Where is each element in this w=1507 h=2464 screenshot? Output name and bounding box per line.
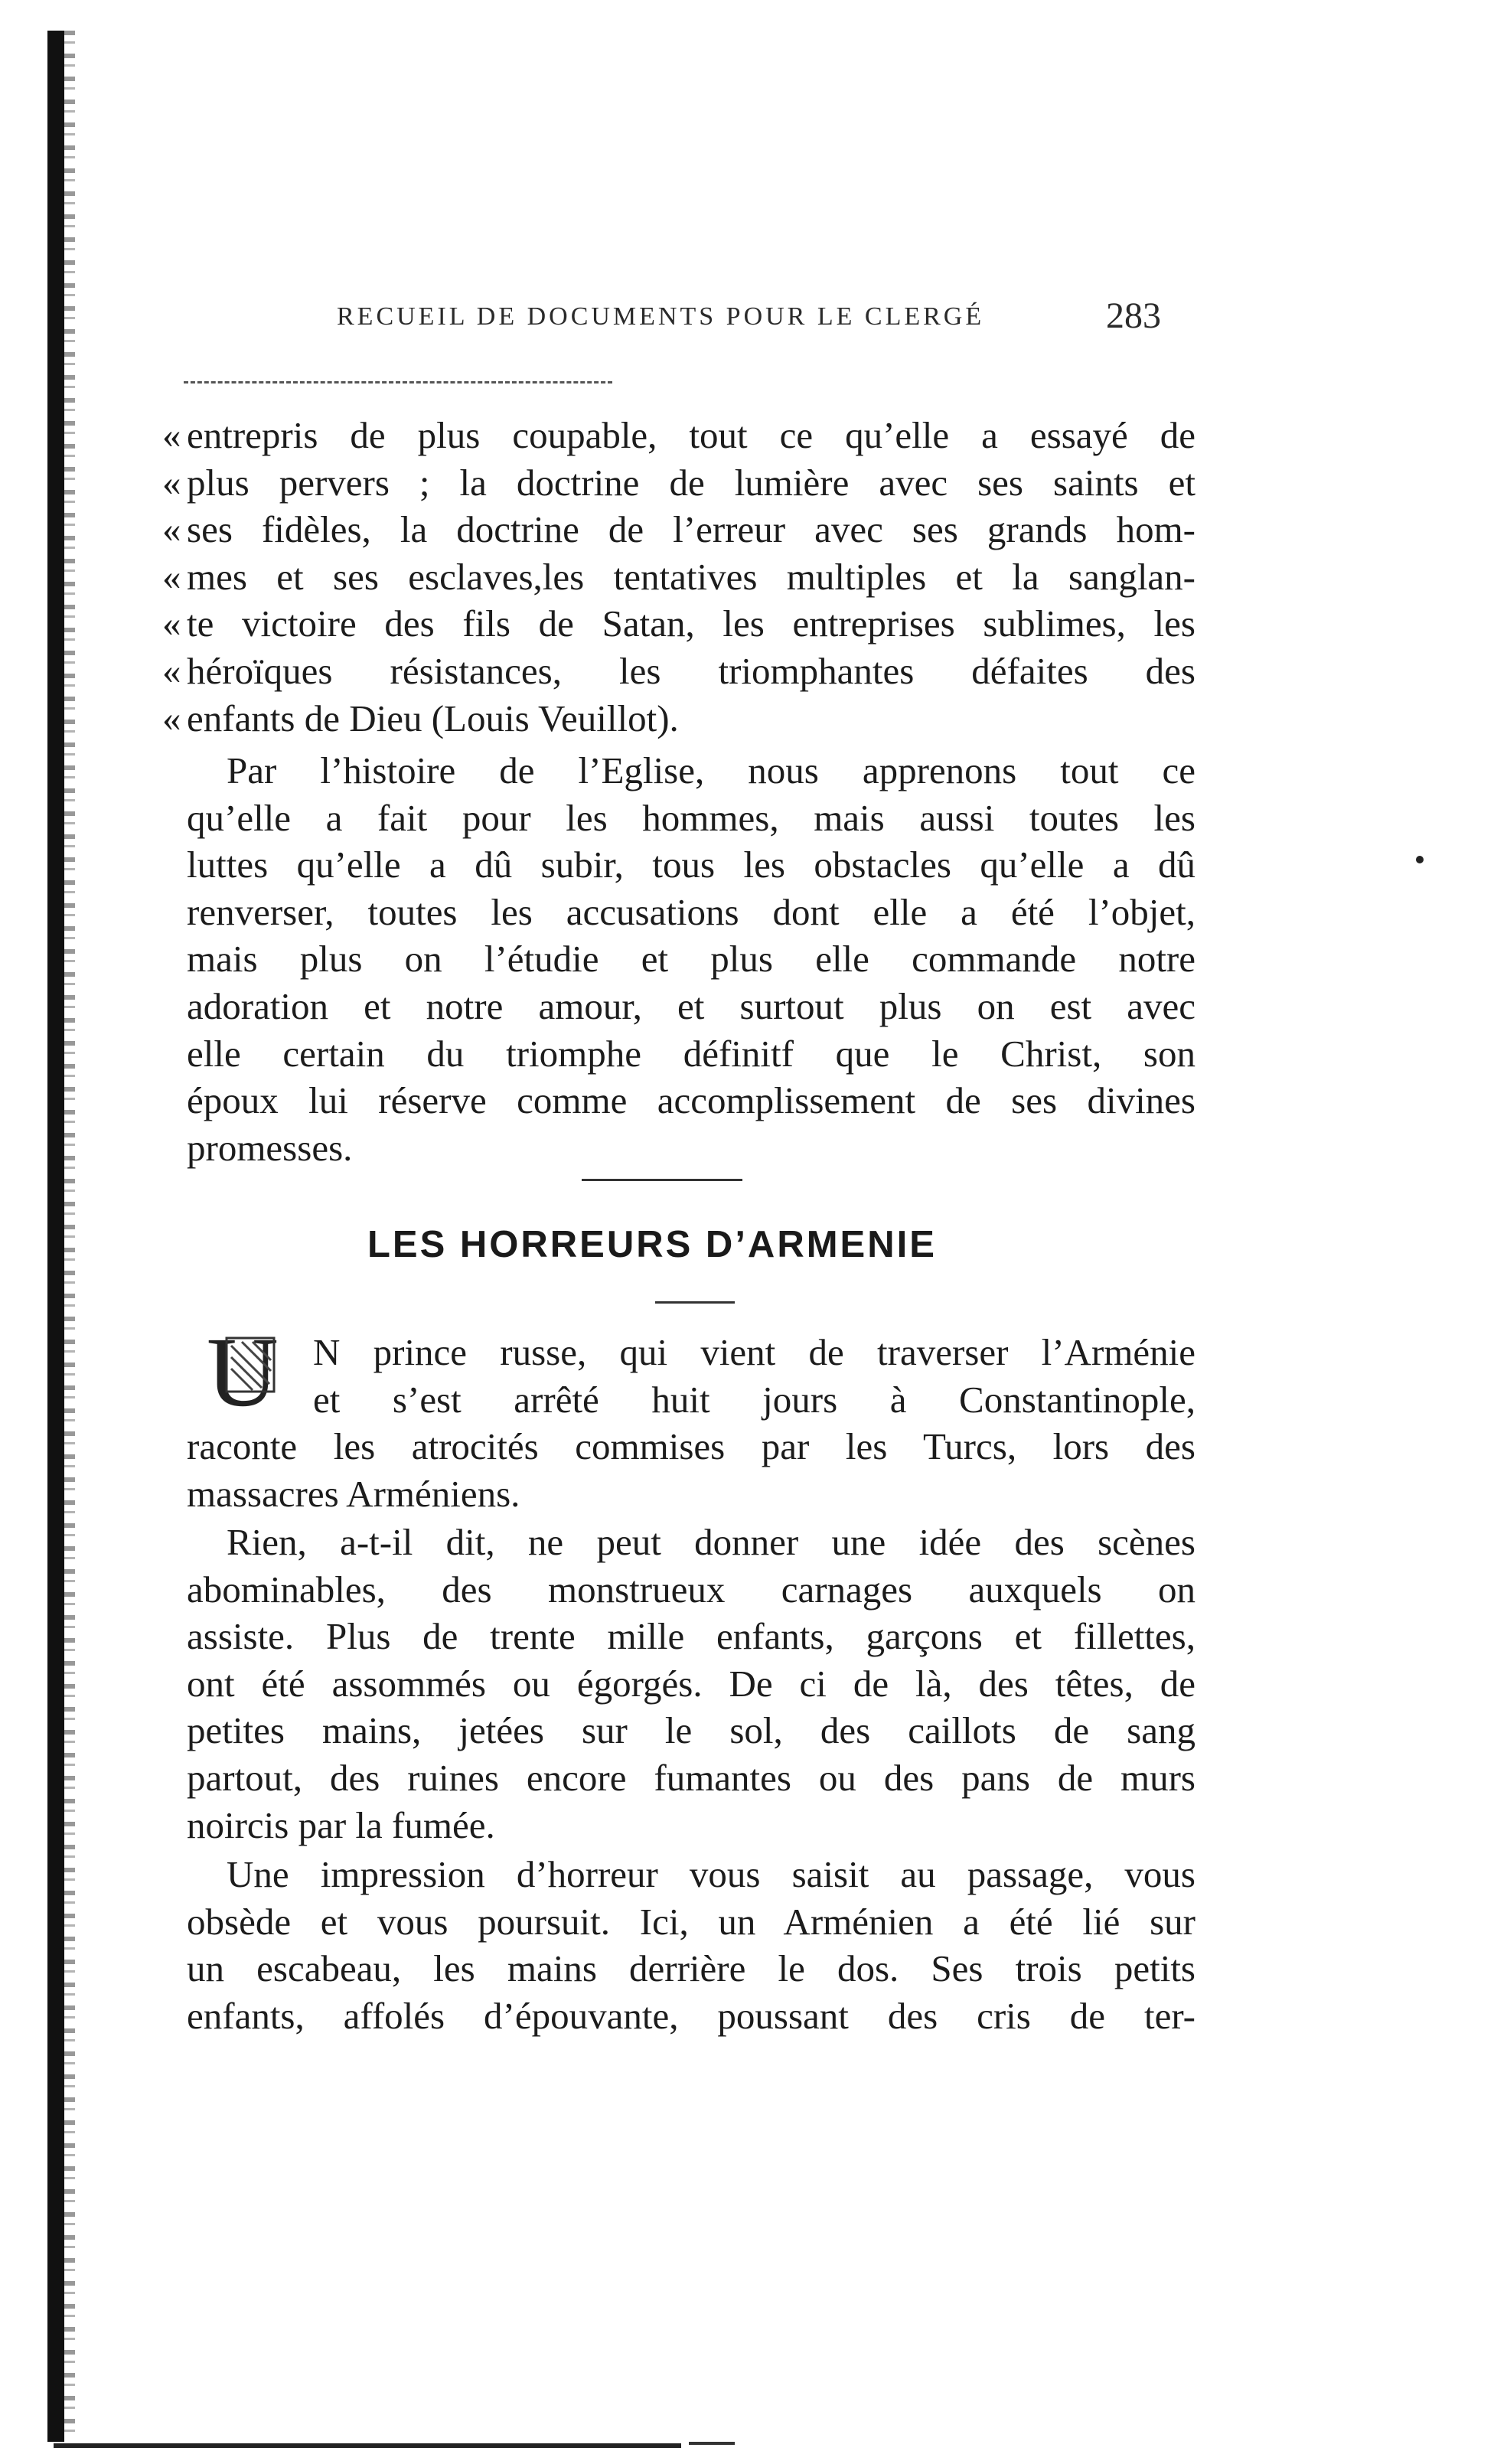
paragraph-prince-russe [187,1329,1195,1517]
paragraph-line: enfants, affolés d’épouvante, poussant des cris de ter- [187,1994,1195,2037]
paragraph-line: obsède et vous poursuit. Ici, un Arménien a été lié sur [187,1900,1195,1943]
quote-line: « héroïques résistances, les triomphantes défaites des [187,648,1195,695]
running-head-title: RECUEIL DE DOCUMENTS POUR LE CLERGÉ [337,302,985,331]
bottom-edge-rule [54,2443,681,2448]
paragraph-line: époux lui réserve comme accomplissement de ses divines [187,1079,1195,1122]
paragraph-line: Rien, a-t-il dit, ne peut donner une idée des scènes [227,1521,1195,1563]
quote-line: « plus pervers ; la doctrine de lumière avec ses saints et [187,459,1195,507]
quote-mark: « [162,555,181,598]
paragraph-line: raconte les atrocités commises par les Turcs, lors des [187,1425,1195,1468]
bottom-dash-rule [689,2442,735,2445]
paragraph-line: renverser, toutes les accusations dont elle a été l’objet, [187,890,1195,933]
page-number: 283 [1106,295,1161,336]
paragraph-impression [187,1851,1195,2039]
paragraph-line: assiste. Plus de trente mille enfants, garçons et fillettes, [187,1615,1195,1658]
paragraph-line: et s’est arrêté huit jours à Constantinople, [313,1378,1195,1421]
heading-underline-rule [655,1301,735,1304]
paragraph-line: adoration et notre amour, et surtout plus on est avec [187,984,1195,1027]
quote-mark: « [162,508,181,551]
paragraph-line: promesses. [187,1126,353,1169]
paragraph-line: petites mains, jetées sur le sol, des caillots de sang [187,1709,1195,1752]
drop-cap-letter: U [207,1323,279,1415]
quote-line: « te victoire des fils de Satan, les entreprises sublimes, les [187,600,1195,648]
paragraph-line: N prince russe, qui vient de traverser l’Arménie [313,1331,1195,1373]
quote-mark: « [162,602,181,645]
quote-line: « enfants de Dieu (Louis Veuillot). [187,695,1195,742]
page-binding-edge [47,31,64,2442]
quote-mark: « [162,414,181,456]
paragraph-line: qu’elle a fait pour les hommes, mais aussi toutes les [187,796,1195,839]
scan-speck [1416,856,1424,863]
quote-line: « ses fidèles, la doctrine de l’erreur avec ses grands hom- [187,506,1195,553]
paragraph-line: abominables, des monstrueux carnages auxquels on [187,1568,1195,1611]
paragraph-line: massacres Arméniens. [187,1472,520,1515]
paragraph-line: noircis par la fumée. [187,1803,495,1846]
paragraph-line: un escabeau, les mains derrière le dos. Ses trois petits [187,1947,1195,1990]
paragraph-line: luttes qu’elle a dû subir, tous les obstacles qu’elle a dû [187,844,1195,886]
quote-line: « entrepris de plus coupable, tout ce qu’elle a essayé de [187,412,1195,459]
quote-passage [162,412,1195,742]
quote-mark: « [162,649,181,692]
paragraph-line: ont été assommés ou égorgés. De ci de là, des têtes, de [187,1662,1195,1705]
section-heading-text: LES HORREURS D’ARMENIE [367,1224,937,1265]
quote-line: « mes et ses esclaves,les tentatives multiples et la sanglan- [187,553,1195,601]
quote-mark: « [162,461,181,504]
end-of-section-rule [582,1179,742,1181]
paragraph-line: Par l’histoire de l’Eglise, nous apprenons tout ce [227,749,1195,791]
paragraph-line: Une impression d’horreur vous saisit au passage, vous [227,1853,1195,1895]
paragraph-line: partout, des ruines encore fumantes ou des pans de murs [187,1756,1195,1799]
paragraph-line: mais plus on l’étudie et plus elle commande notre [187,938,1195,981]
paragraph-line: elle certain du triomphe définitf que le Christ, son [187,1032,1195,1075]
header-dashed-rule [184,381,612,383]
paragraph-scenes [187,1519,1195,1849]
quote-mark: « [162,697,181,739]
paragraph-eglise [187,747,1195,1171]
